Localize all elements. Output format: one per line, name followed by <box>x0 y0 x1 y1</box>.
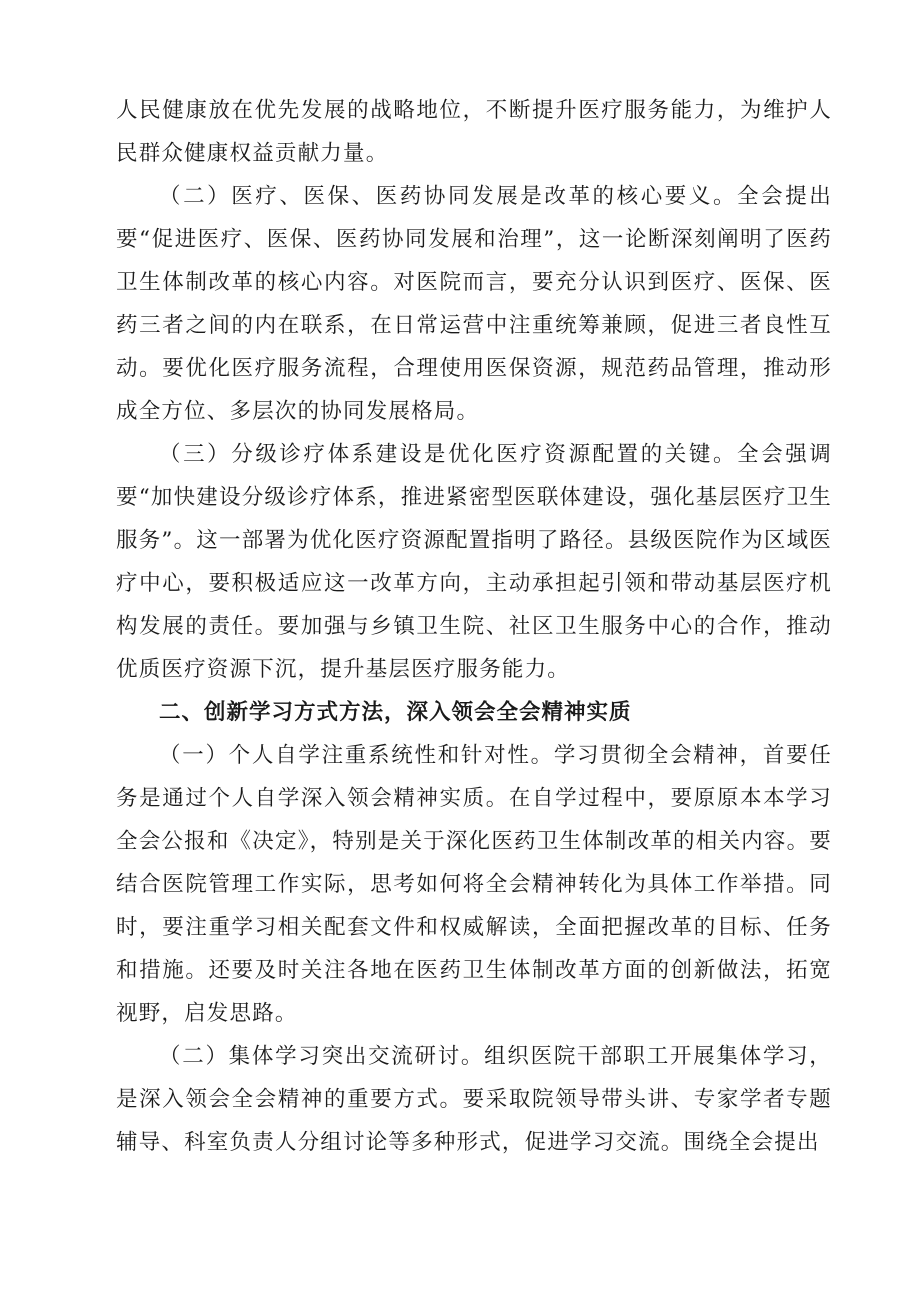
paragraph-coordinated-development: （二）医疗、医保、医药协同发展是改革的核心要义。全会提出要“促进医疗、医保、医药协同发展和治理”，这一论断深刻阐明了医药卫生体制改革的核心内容。对医院而言，要充分认识到医疗、医保、医药三者之间的内在联系，在日常运营中注重统筹兼顾，促进三者良性互动。要优化医疗服务流程，合理使用医保资源，规范药品管理，推动形成全方位、多层次的协同发展格局。 <box>116 184 832 424</box>
paragraph-continuation: 人民健康放在优先发展的战略地位，不断提升医疗服务能力，为维护人民群众健康权益贡献力量。 <box>116 98 832 166</box>
document-page <box>116 89 832 1164</box>
paragraph-self-study: （一）个人自学注重系统性和针对性。学习贯彻全会精神，首要任务是通过个人自学深入领会精神实质。在自学过程中，要原原本本学习全会公报和《决定》，特别是关于深化医药卫生体制改革的相关内容。要结合医院管理工作实际，思考如何将全会精神转化为具体工作举措。同时，要注重学习相关配套文件和权威解读，全面把握改革的目标、任务和措施。还要及时关注各地在医药卫生体制改革方面的创新做法，拓宽视野，启发思路。 <box>116 743 832 1026</box>
paragraph-group-study: （二）集体学习突出交流研讨。组织医院干部职工开展集体学习，是深入领会全会精神的重要方式。要采取院领导带头讲、专家学者专题辅导、科室负责人分组讨论等多种形式，促进学习交流。围绕全会提出 <box>116 1044 832 1155</box>
section-heading: 二、创新学习方式方法，深入领会全会精神实质 <box>159 700 632 725</box>
paragraph-tiered-diagnosis: （三）分级诊疗体系建设是优化医疗资源配置的关键。全会强调要“加快建设分级诊疗体系，推进紧密型医联体建设，强化基层医疗卫生服务”。这一部署为优化医疗资源配置指明了路径。县级医院作为区域医疗中心，要积极适应这一改革方向，主动承担起引领和带动基层医疗机构发展的责任。要加强与乡镇卫生院、社区卫生服务中心的合作，推动优质医疗资源下沉，提升基层医疗服务能力。 <box>116 442 832 682</box>
